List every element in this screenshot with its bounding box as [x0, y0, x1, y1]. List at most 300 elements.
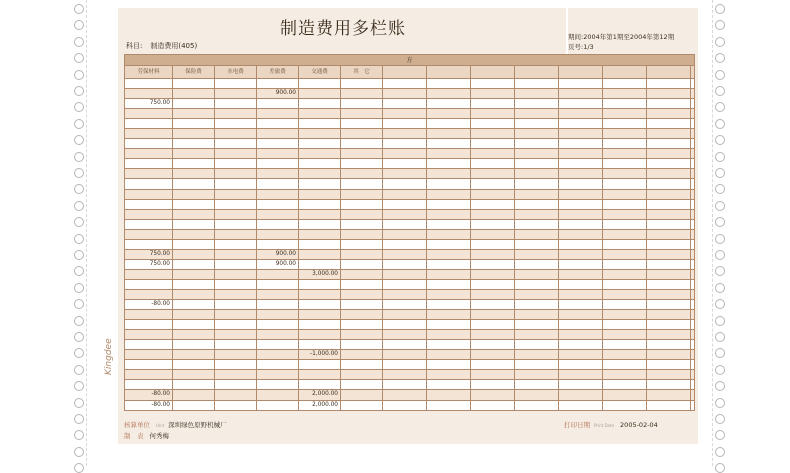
table-cell: [341, 89, 383, 99]
table-cell: [691, 129, 695, 139]
table-cell: [647, 350, 691, 360]
table-cell: [173, 169, 215, 179]
table-cell: [559, 390, 603, 400]
print-date-sub: Print Date: [594, 423, 615, 428]
table-cell: [299, 239, 341, 249]
table-cell: [383, 360, 427, 370]
feed-hole: [715, 250, 725, 260]
table-cell: [125, 109, 173, 119]
table-cell: [125, 79, 173, 89]
table-cell: [383, 209, 427, 219]
table-cell: [471, 119, 515, 129]
table-cell: [515, 380, 559, 390]
table-cell: [257, 300, 299, 310]
table-cell: [257, 340, 299, 350]
table-cell: [427, 119, 471, 129]
table-cell: [215, 229, 257, 239]
table-cell: [559, 330, 603, 340]
table-cell: [559, 209, 603, 219]
table-cell: [299, 169, 341, 179]
table-cell: [173, 189, 215, 199]
table-cell: [257, 330, 299, 340]
column-header: [647, 66, 691, 79]
table-cell: [215, 169, 257, 179]
table-cell: [299, 189, 341, 199]
table-cell: [647, 310, 691, 320]
table-cell: [647, 179, 691, 189]
table-cell: [341, 310, 383, 320]
ledger-table: [124, 54, 695, 411]
table-cell: [691, 209, 695, 219]
table-cell: [471, 199, 515, 209]
table-cell: [559, 79, 603, 89]
table-cell: [173, 300, 215, 310]
table-cell: [691, 79, 695, 89]
table-cell: [299, 109, 341, 119]
page-label: 页号:: [568, 43, 584, 51]
table-cell: [515, 330, 559, 340]
table-cell: [341, 390, 383, 400]
table-cell: [515, 129, 559, 139]
table-cell: [383, 330, 427, 340]
table-cell: [603, 189, 647, 199]
table-row: [125, 360, 695, 370]
feed-hole: [715, 348, 725, 358]
table-cell: [427, 300, 471, 310]
table-cell: [691, 370, 695, 380]
table-cell: [691, 159, 695, 169]
table-cell: [341, 79, 383, 89]
table-row: [125, 219, 695, 229]
table-cell: [383, 169, 427, 179]
table-cell: [299, 99, 341, 109]
table-cell: [691, 340, 695, 350]
table-cell: [257, 109, 299, 119]
table-cell: [471, 380, 515, 390]
table-cell: [215, 320, 257, 330]
table-cell: [603, 269, 647, 279]
feed-hole: [715, 398, 725, 408]
table-cell: [215, 390, 257, 400]
table-cell: [427, 350, 471, 360]
table-cell: [125, 289, 173, 299]
table-row: [125, 149, 695, 159]
table-cell: [691, 199, 695, 209]
table-cell: [173, 330, 215, 340]
table-cell: [173, 229, 215, 239]
table-cell: [603, 330, 647, 340]
table-cell: [383, 350, 427, 360]
table-cell: [257, 209, 299, 219]
table-cell: [603, 400, 647, 410]
table-cell: [173, 390, 215, 400]
table-cell: [427, 269, 471, 279]
table-cell: [603, 279, 647, 289]
table-cell: [215, 370, 257, 380]
table-cell: [257, 310, 299, 320]
table-cell: [341, 370, 383, 380]
feed-hole: [715, 53, 725, 63]
table-cell: [691, 259, 695, 269]
table-cell: [559, 279, 603, 289]
table-cell: [383, 229, 427, 239]
table-cell: [647, 149, 691, 159]
table-cell: [515, 370, 559, 380]
table-cell: [515, 179, 559, 189]
print-date-label: 打印日期: [564, 421, 590, 429]
feed-hole: [74, 234, 84, 244]
table-cell: [559, 320, 603, 330]
table-cell: [173, 249, 215, 259]
table-cell: [125, 370, 173, 380]
table-cell: [515, 99, 559, 109]
table-cell: -80.00: [125, 400, 173, 410]
table-cell: [471, 189, 515, 199]
table-cell: [173, 159, 215, 169]
table-cell: [603, 380, 647, 390]
table-cell: [125, 219, 173, 229]
table-cell: [427, 159, 471, 169]
table-cell: [173, 259, 215, 269]
table-cell: [341, 350, 383, 360]
table-cell: [173, 139, 215, 149]
table-cell: 900.00: [257, 249, 299, 259]
table-cell: [471, 139, 515, 149]
table-cell: [341, 289, 383, 299]
table-cell: [173, 79, 215, 89]
table-row: [125, 320, 695, 330]
table-cell: [691, 269, 695, 279]
table-row: [125, 239, 695, 249]
table-cell: [383, 380, 427, 390]
table-cell: [427, 109, 471, 119]
feed-hole: [715, 430, 725, 440]
table-cell: [341, 179, 383, 189]
table-cell: [215, 279, 257, 289]
feed-hole: [715, 266, 725, 276]
table-cell: [173, 99, 215, 109]
table-cell: [125, 279, 173, 289]
table-cell: [559, 149, 603, 159]
table-cell: [125, 129, 173, 139]
table-cell: [471, 330, 515, 340]
table-cell: [383, 249, 427, 259]
table-cell: [471, 360, 515, 370]
table-cell: [471, 259, 515, 269]
table-cell: [427, 380, 471, 390]
table-cell: [603, 259, 647, 269]
table-cell: [299, 279, 341, 289]
table-cell: [471, 99, 515, 109]
feed-hole: [74, 53, 84, 63]
feed-hole: [715, 70, 725, 80]
table-row: [125, 169, 695, 179]
table-cell: [647, 229, 691, 239]
table-cell: [427, 279, 471, 289]
table-cell: [603, 109, 647, 119]
table-cell: [341, 129, 383, 139]
table-cell: [341, 229, 383, 239]
table-cell: [215, 109, 257, 119]
table-cell: [515, 259, 559, 269]
table-cell: [125, 310, 173, 320]
table-cell: [691, 119, 695, 129]
table-cell: [691, 99, 695, 109]
table-row: [125, 310, 695, 320]
table-cell: [515, 209, 559, 219]
table-cell: [471, 279, 515, 289]
table-cell: [383, 179, 427, 189]
table-cell: [299, 79, 341, 89]
table-cell: [471, 269, 515, 279]
table-cell: [647, 360, 691, 370]
table-cell: [559, 380, 603, 390]
table-cell: [559, 139, 603, 149]
table-cell: [299, 249, 341, 259]
table-cell: [125, 189, 173, 199]
table-cell: [299, 89, 341, 99]
table-row: [125, 159, 695, 169]
subject-value: 制造费用(405): [150, 42, 198, 50]
table-cell: [515, 239, 559, 249]
table-cell: [383, 340, 427, 350]
table-cell: [471, 340, 515, 350]
feed-hole: [74, 332, 84, 342]
table-cell: [173, 400, 215, 410]
table-cell: [257, 289, 299, 299]
feed-hole: [74, 119, 84, 129]
table-cell: [691, 310, 695, 320]
table-cell: [603, 139, 647, 149]
unit-value: 深圳绿色原野机械厂: [168, 421, 227, 429]
column-header: [427, 66, 471, 79]
table-cell: [471, 350, 515, 360]
column-header: [691, 66, 695, 79]
group-header-row: [125, 55, 695, 66]
table-cell: [515, 199, 559, 209]
feed-hole: [74, 86, 84, 96]
table-cell: [471, 219, 515, 229]
table-cell: [647, 300, 691, 310]
table-cell: [173, 199, 215, 209]
table-cell: [341, 300, 383, 310]
feed-hole: [715, 381, 725, 391]
table-cell: [647, 279, 691, 289]
table-cell: [647, 199, 691, 209]
feed-hole: [715, 37, 725, 47]
table-cell: [647, 259, 691, 269]
table-cell: [125, 89, 173, 99]
table-cell: [691, 89, 695, 99]
table-cell: [559, 350, 603, 360]
feed-hole: [74, 20, 84, 30]
table-cell: [125, 169, 173, 179]
table-cell: [341, 400, 383, 410]
table-cell: [383, 320, 427, 330]
table-cell: [515, 79, 559, 89]
table-cell: [125, 350, 173, 360]
maker-value: 何秀梅: [149, 432, 169, 440]
table-row: [125, 400, 695, 410]
feed-hole: [74, 102, 84, 112]
table-cell: [299, 370, 341, 380]
table-cell: [427, 219, 471, 229]
table-cell: [125, 149, 173, 159]
table-cell: [383, 279, 427, 289]
table-cell: [215, 119, 257, 129]
maker-label: 制 表: [124, 432, 144, 440]
table-cell: [559, 89, 603, 99]
table-cell: [341, 159, 383, 169]
table-cell: [647, 159, 691, 169]
feed-hole: [715, 168, 725, 178]
table-cell: [215, 259, 257, 269]
table-cell: 750.00: [125, 99, 173, 109]
table-cell: [173, 269, 215, 279]
table-cell: [559, 219, 603, 229]
feed-hole: [715, 4, 725, 14]
table-cell: [647, 249, 691, 259]
tractor-feed-left: [72, 0, 87, 466]
feed-hole: [74, 152, 84, 162]
table-cell: [383, 159, 427, 169]
table-cell: [691, 229, 695, 239]
table-cell: [173, 320, 215, 330]
table-cell: [603, 249, 647, 259]
table-cell: -80.00: [125, 300, 173, 310]
group-header: 方: [125, 55, 695, 66]
column-header: [471, 66, 515, 79]
table-cell: [299, 129, 341, 139]
table-cell: [383, 189, 427, 199]
table-cell: [125, 209, 173, 219]
table-row: [125, 390, 695, 400]
table-row: [125, 370, 695, 380]
feed-hole: [74, 266, 84, 276]
feed-hole: [74, 316, 84, 326]
table-cell: [603, 149, 647, 159]
table-cell: [515, 360, 559, 370]
feed-hole: [715, 299, 725, 309]
table-cell: [427, 390, 471, 400]
table-cell: [559, 199, 603, 209]
table-cell: [647, 380, 691, 390]
table-cell: [383, 199, 427, 209]
table-cell: [603, 199, 647, 209]
table-cell: [471, 149, 515, 159]
table-cell: [299, 320, 341, 330]
table-cell: [691, 219, 695, 229]
subject-line: [126, 41, 197, 51]
table-row: [125, 109, 695, 119]
page-title: 制造费用多栏账: [280, 19, 406, 39]
table-row: [125, 119, 695, 129]
table-cell: [383, 119, 427, 129]
table-row: [125, 330, 695, 340]
table-cell: [515, 269, 559, 279]
column-header: [603, 66, 647, 79]
table-cell: 3,000.00: [299, 269, 341, 279]
table-cell: [471, 300, 515, 310]
table-cell: [341, 189, 383, 199]
table-cell: [341, 259, 383, 269]
table-cell: [299, 119, 341, 129]
table-cell: [603, 209, 647, 219]
table-cell: [427, 229, 471, 239]
table-cell: [603, 179, 647, 189]
table-cell: [257, 269, 299, 279]
table-cell: [691, 320, 695, 330]
table-row: [125, 89, 695, 99]
table-cell: [471, 239, 515, 249]
table-cell: [691, 139, 695, 149]
table-cell: [125, 340, 173, 350]
table-cell: 900.00: [257, 259, 299, 269]
table-cell: [341, 239, 383, 249]
column-header: 交通费: [299, 66, 341, 79]
table-cell: [559, 310, 603, 320]
ledger-sheet: [118, 8, 698, 444]
table-row: [125, 269, 695, 279]
table-cell: 2,000.00: [299, 400, 341, 410]
table-cell: [515, 310, 559, 320]
table-cell: [603, 350, 647, 360]
table-cell: [215, 209, 257, 219]
table-cell: [471, 109, 515, 119]
table-row: [125, 79, 695, 89]
table-cell: [125, 199, 173, 209]
feed-hole: [74, 381, 84, 391]
table-cell: [559, 259, 603, 269]
table-cell: [341, 360, 383, 370]
table-cell: -80.00: [125, 390, 173, 400]
table-row: [125, 139, 695, 149]
table-cell: [515, 320, 559, 330]
period-info: [568, 32, 674, 52]
table-cell: [427, 199, 471, 209]
table-cell: [603, 79, 647, 89]
table-cell: [257, 189, 299, 199]
feed-hole: [715, 86, 725, 96]
table-cell: [691, 189, 695, 199]
table-cell: [257, 179, 299, 189]
table-cell: [257, 169, 299, 179]
table-cell: [257, 320, 299, 330]
table-cell: [471, 289, 515, 299]
table-cell: [299, 380, 341, 390]
table-cell: [173, 89, 215, 99]
table-cell: [299, 199, 341, 209]
table-cell: [603, 169, 647, 179]
table-cell: [603, 390, 647, 400]
table-cell: [427, 89, 471, 99]
feed-hole: [74, 70, 84, 80]
table-cell: [515, 119, 559, 129]
table-cell: [215, 310, 257, 320]
table-cell: [341, 249, 383, 259]
table-row: [125, 340, 695, 350]
table-cell: [341, 169, 383, 179]
table-cell: [257, 79, 299, 89]
table-cell: [125, 360, 173, 370]
table-cell: [647, 89, 691, 99]
table-cell: [559, 239, 603, 249]
table-cell: [215, 239, 257, 249]
table-cell: [257, 159, 299, 169]
table-cell: [603, 320, 647, 330]
table-cell: [427, 169, 471, 179]
table-cell: [559, 269, 603, 279]
